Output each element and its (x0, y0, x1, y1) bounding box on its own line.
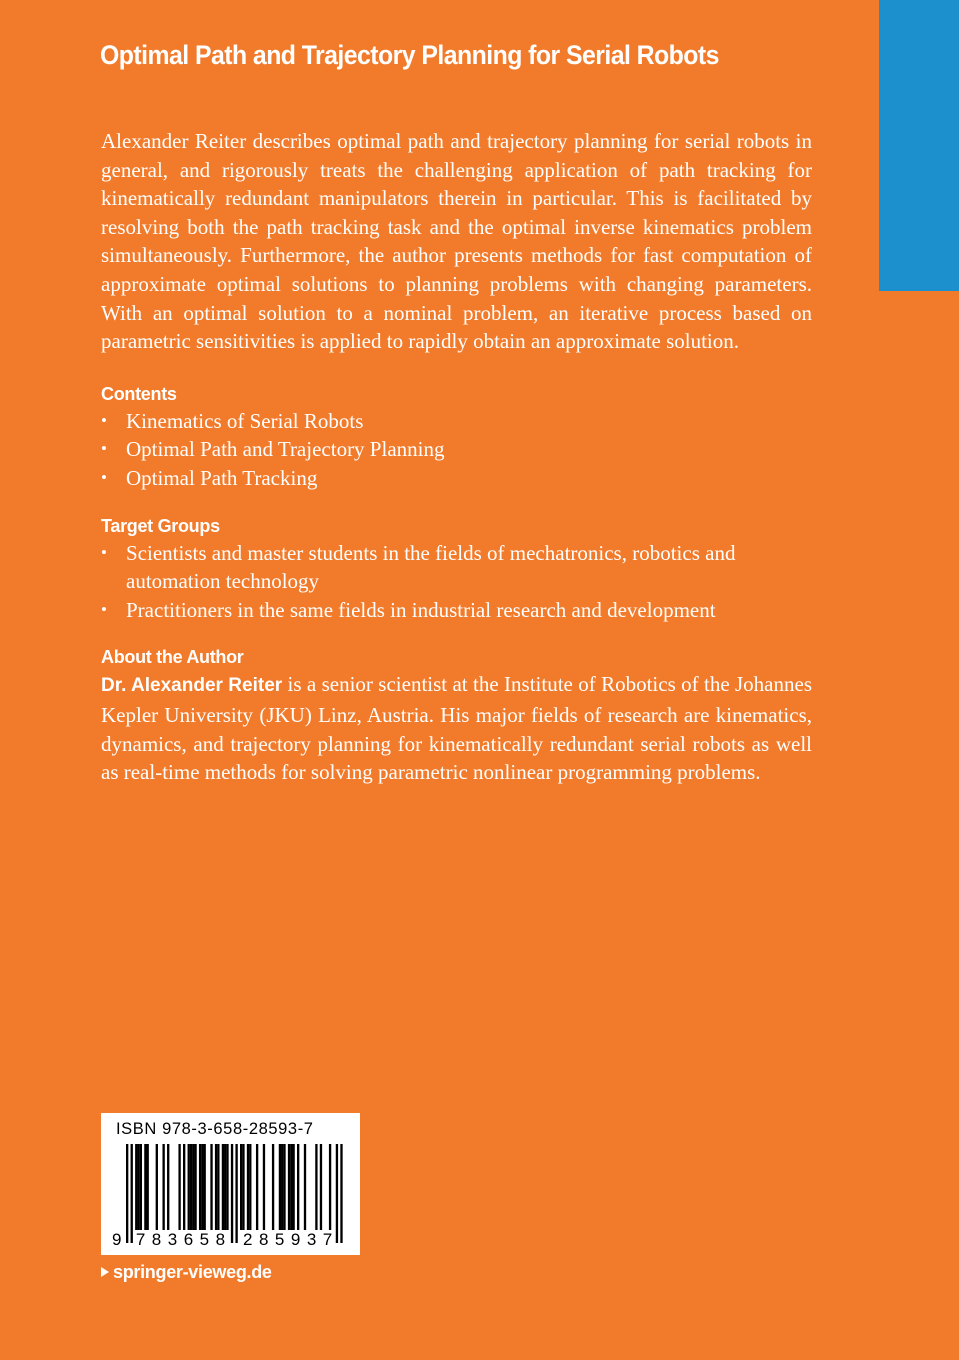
target-groups-heading: Target Groups (101, 515, 220, 536)
ean-digit: 5 (274, 1230, 285, 1249)
contents-heading: Contents (101, 383, 177, 404)
ean-digit: 3 (306, 1230, 317, 1249)
book-description: Alexander Reiter describes optimal path and trajectory planning for serial robots in general, and rigorously treats the challenging application of path tracking for kinematically redundant manipulators therein in particular. This is facilitated by resolving both the path tracking task and the optimal inverse kinematics problem simultaneously. Furthermore, the author presents methods for fast computation of approximate optimal solutions to planning problems with changing parameters. With an optimal solution to a nominal problem, an iterative process based on parametric sensitivities is applied to rapidly obtain an approximate solution. (101, 129, 812, 354)
ean-digit: 6 (183, 1230, 194, 1249)
accent-tab (879, 0, 959, 291)
book-title: Optimal Path and Trajectory Planning for Serial Robots (100, 40, 719, 70)
author-name: Dr. Alexander Reiter (101, 675, 283, 697)
ean-digit: 5 (199, 1230, 210, 1249)
ean-digit: 3 (167, 1230, 178, 1249)
ean-digit: 8 (151, 1230, 162, 1249)
list-item: • Kinematics of Serial Robots (101, 407, 812, 436)
list-item: • Optimal Path Tracking (101, 464, 812, 493)
cover-content (101, 127, 812, 787)
author-bio (101, 670, 812, 786)
list-item: • Optimal Path and Trajectory Planning (101, 435, 812, 464)
ean-digit: 7 (322, 1230, 333, 1249)
about-author-heading: About the Author (101, 647, 244, 668)
play-arrow-icon (101, 1267, 109, 1277)
ean-digit: 8 (258, 1230, 269, 1249)
ean-digits (101, 1113, 360, 1255)
contents-list (101, 407, 812, 493)
ean-digit: 9 (290, 1230, 301, 1249)
target-groups-list (101, 539, 812, 625)
ean-digit: 7 (135, 1230, 146, 1249)
ean-digit: 2 (243, 1230, 253, 1249)
publisher-link-text: springer-vieweg.de (113, 1262, 272, 1282)
ean-digit: 9 (112, 1230, 122, 1249)
isbn-barcode (101, 1113, 360, 1255)
author-bio-text: is a senior scientist at the Institute of Robotics of the Johannes Kepler University (JKU) Linz, Austria. His major fields of research are kinematics, dynamics, and trajectory planning for kinematically redundant serial robots as well as real-time methods for solving parametric nonlinear programming problems. (101, 672, 812, 785)
list-item: • Practitioners in the same fields in industrial research and development (101, 596, 812, 625)
ean-digit: 8 (215, 1230, 226, 1249)
isbn-label: ISBN 978-3-658-28593-7 (116, 1120, 314, 1138)
publisher-link[interactable] (101, 1262, 272, 1283)
list-item: • Scientists and master students in the fields of mechatronics, robotics and automation technology (101, 539, 812, 596)
